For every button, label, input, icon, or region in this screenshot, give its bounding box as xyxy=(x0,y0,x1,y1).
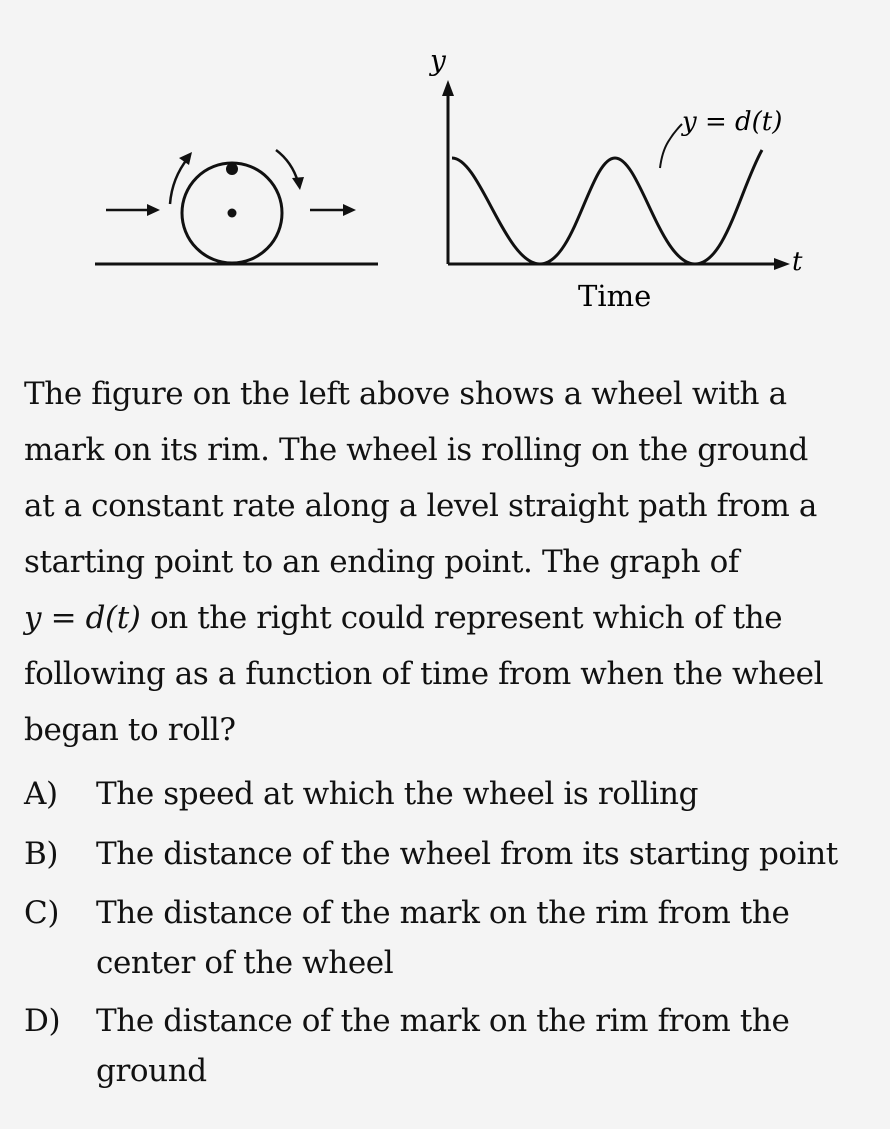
question-line-4: starting point to an ending point. The graph of xyxy=(24,544,739,580)
choice-b-text: The distance of the wheel from its starting point xyxy=(96,836,838,872)
t-axis xyxy=(448,258,790,270)
choice-d-letter: D) xyxy=(24,1003,61,1039)
choice-c-letter: C) xyxy=(24,895,60,931)
question-text xyxy=(24,366,874,758)
curve-label-leader xyxy=(660,124,682,168)
question-line-2: mark on its rim. The wheel is rolling on the ground xyxy=(24,432,808,468)
t-axis-label: t xyxy=(792,247,803,277)
wheel-center-dot xyxy=(228,209,237,218)
rotation-arrow-right-icon xyxy=(276,150,304,190)
question-line-5: on the right could represent which of the xyxy=(140,600,783,636)
choice-c-text: The distance of the mark on the rim from the center of the wheel xyxy=(96,895,790,981)
rim-mark-dot xyxy=(226,163,238,175)
question-line-3: at a constant rate along a level straight path from a xyxy=(24,488,817,524)
question-line-7: began to roll? xyxy=(24,712,236,748)
right-motion-arrow-icon xyxy=(310,204,356,216)
rotation-arrow-left-icon xyxy=(170,152,192,204)
choice-d-text: The distance of the mark on the rim from the ground xyxy=(96,1003,790,1089)
y-axis xyxy=(442,80,454,264)
question-expression: y = d(t) xyxy=(24,600,141,636)
time-axis-caption: Time xyxy=(578,279,652,313)
y-axis-label: y xyxy=(430,44,446,77)
choice-a-text: The speed at which the wheel is rolling xyxy=(96,776,699,812)
curve-label: y = d(t) xyxy=(682,107,783,137)
question-line-6: following as a function of time from when the wheel xyxy=(24,656,824,692)
left-motion-arrow-icon xyxy=(106,204,160,216)
question-line-1: The figure on the left above shows a wheel with a xyxy=(24,376,787,412)
wheel-and-graph-figure xyxy=(0,0,890,340)
choice-b-letter: B) xyxy=(24,836,59,872)
curve-d-of-t xyxy=(452,150,762,264)
choice-a-letter: A) xyxy=(24,776,58,812)
